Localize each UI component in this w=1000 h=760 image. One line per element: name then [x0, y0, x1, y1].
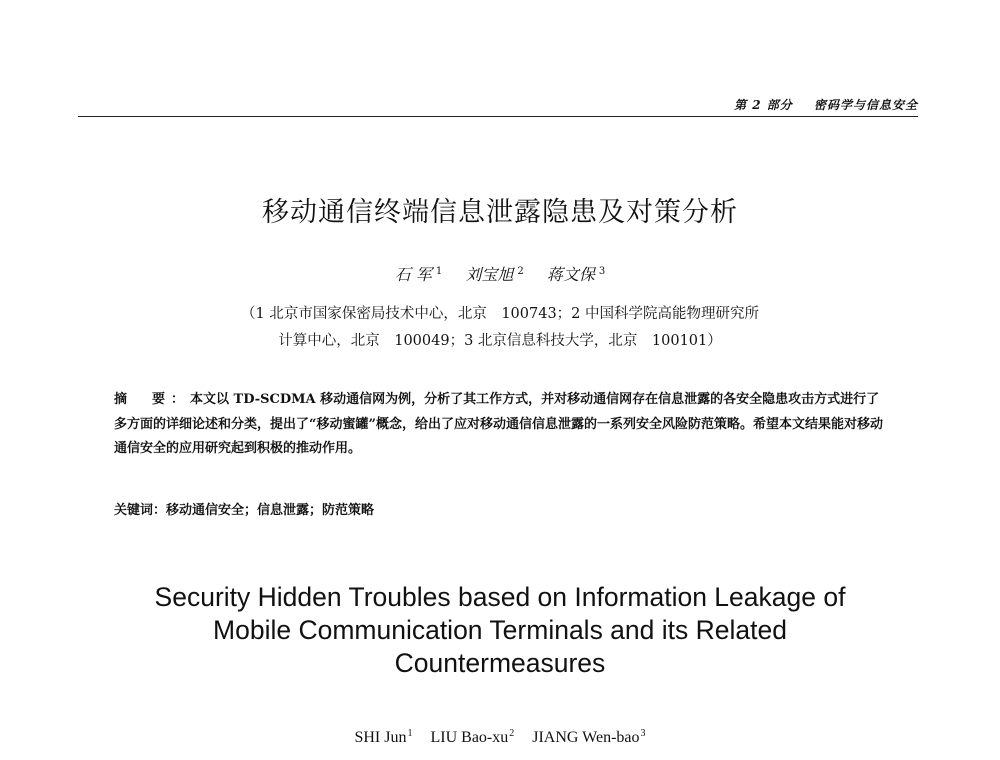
keywords	[114, 499, 890, 523]
author-zh: 蒋文保 $^3$	[546, 265, 606, 284]
title-en-line: Mobile Communication Terminals and its Related	[213, 615, 787, 645]
title-chinese: 移动通信终端信息泄露隐患及对策分析	[262, 197, 738, 228]
author-zh: 刘宝旭 $^2$	[465, 265, 524, 284]
abstract-label: 摘 要：	[114, 392, 191, 407]
affiliations	[0, 301, 1000, 355]
author-zh: 石 军 $^1$	[394, 265, 443, 284]
title-english	[60, 581, 940, 680]
title-en-line: Security Hidden Troubles based on Information Leakage of	[154, 582, 846, 612]
title-en-line: Countermeasures	[394, 648, 606, 678]
authors-english	[0, 728, 1000, 747]
affiliation-line: 计算中心，北京 100049；3 北京信息科技大学，北京 100101）	[278, 333, 722, 349]
author-en: JIANG Wen-bao$^3$	[532, 728, 646, 747]
authors-chinese	[0, 262, 1000, 285]
affiliation-line: （1 北京市国家保密局技术中心，北京 100743；2 中国科学院高能物理研究所	[240, 306, 760, 322]
author-en: LIU Bao-$xu^2$	[430, 728, 515, 747]
running-header	[734, 96, 918, 113]
abstract	[114, 388, 890, 462]
header-part: 第 2 部分	[734, 98, 793, 112]
keywords-label: 关键词：	[114, 503, 167, 518]
abstract-text: 本文以 TD-SCDMA 移动通信网为例，分析了其工作方式，并对移动通信网存在信息泄露的各安全隐患攻击方式进行了多方面的详细论述和分类，提出了“移动蜜罐”概念，给出了应对移动通信信息泄露的一系列安全风险防范策略。希望本文结果能对移动通信安全的应用研究起到积极的推动作用。	[114, 392, 883, 456]
header-section: 密码学与信息安全	[813, 98, 918, 112]
header-rule	[78, 116, 918, 117]
author-en: SHI Jun$^1$	[354, 728, 413, 747]
keywords-text: 移动通信安全；信息泄露；防范策略	[166, 503, 375, 518]
